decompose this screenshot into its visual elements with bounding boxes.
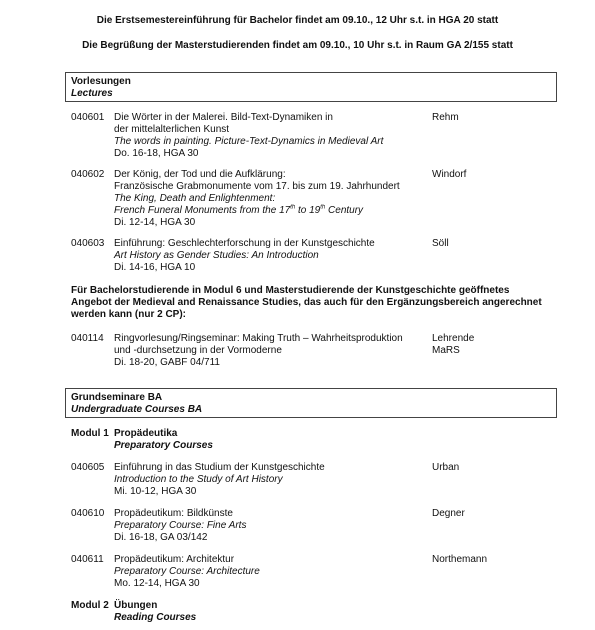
course-title-de-cont: und -durchsetzung in der Vormoderne: [114, 345, 282, 356]
course-number: 040610: [71, 508, 105, 519]
course-lecturer: Söll: [432, 238, 449, 249]
course-number: 040605: [71, 462, 105, 473]
course-time-room: Mo. 12-14, HGA 30: [114, 578, 200, 589]
course-title-en: The words in painting. Picture-Text-Dynamics in Medieval Art: [114, 136, 384, 147]
module-title: Übungen: [114, 600, 158, 611]
lecturer-line: MaRS: [432, 345, 460, 356]
course-title-de-cont: Französische Grabmonumente vom 17. bis zum 19. Jahrhundert: [114, 181, 400, 192]
course-title-en: The King, Death and Enlightenment:: [114, 193, 276, 204]
course-title-de-cont: der mittelalterlichen Kunst: [114, 124, 230, 135]
module-label: Modul 1: [71, 428, 109, 439]
course-number: 040603: [71, 238, 105, 249]
title-fragment: to 19: [295, 205, 321, 216]
section-subtitle: Lectures: [71, 88, 113, 99]
section-title: Grundseminare BA: [71, 392, 163, 403]
course-number: 040611: [71, 554, 104, 565]
course-details: [114, 112, 434, 160]
title-fragment: French Funeral Monuments from the 17: [114, 205, 291, 216]
notice-master-welcome: Die Begrüßung der Masterstudierenden findet am 09.10., 10 Uhr s.t. in Raum GA 2/155 statt: [82, 40, 513, 51]
course-number: 040602: [71, 169, 105, 180]
notice-bachelor-intro: Die Erstsemestereinführung für Bachelor findet am 09.10., 12 Uhr s.t. in HGA 20 statt: [96, 15, 499, 26]
course-details: [114, 554, 434, 590]
mars-note: Für Bachelorstudierende in Modul 6 und Masterstudierende der Kunstgeschichte geöffnetes Angebot der Medieval and Renaissance Studies, das auch für den Ergänzungsbereich angerechnet werden kann (nur 2 CP):: [71, 285, 542, 320]
course-time-room: Mi. 10-12, HGA 30: [114, 486, 197, 497]
section-header-undergraduate: [65, 388, 557, 418]
title-fragment: Century: [325, 205, 364, 216]
course-title-de: Propädeutikum: Architektur: [114, 554, 235, 565]
course-title-en: Preparatory Course: Fine Arts: [114, 520, 247, 531]
course-lecturer: Rehm: [432, 112, 459, 123]
course-title-de: Propädeutikum: Bildkünste: [114, 508, 233, 519]
course-title-en: Preparatory Course: Architecture: [114, 566, 260, 577]
course-lecturer: [432, 333, 474, 357]
course-time-room: Do. 16-18, HGA 30: [114, 148, 199, 159]
course-details: [114, 333, 434, 369]
course-title-de: Der König, der Tod und die Aufklärung:: [114, 169, 286, 180]
course-title-en-cont: [114, 205, 434, 217]
course-number: 040114: [71, 333, 104, 344]
course-lecturer: Northemann: [432, 554, 488, 565]
course-title-de: Einführung: Geschlechterforschung in der Kunstgeschichte: [114, 238, 375, 249]
course-time-room: Di. 18-20, GABF 04/711: [114, 357, 220, 368]
course-details: [114, 462, 434, 498]
course-title-en: Introduction to the Study of Art History: [114, 474, 283, 485]
course-details: [114, 508, 434, 544]
section-header-lectures: [65, 72, 557, 102]
course-details: [114, 169, 434, 229]
course-number: 040601: [71, 112, 105, 123]
course-lecturer: Urban: [432, 462, 460, 473]
section-subtitle: Undergraduate Courses BA: [71, 404, 203, 415]
course-time-room: Di. 12-14, HGA 30: [114, 217, 196, 228]
module-subtitle: Preparatory Courses: [114, 440, 213, 451]
course-title-de: Die Wörter in der Malerei. Bild-Text-Dynamiken in: [114, 112, 333, 123]
course-lecturer: Degner: [432, 508, 465, 519]
course-time-room: Di. 14-16, HGA 10: [114, 262, 196, 273]
module-label: Modul 2: [71, 600, 109, 611]
course-details: [114, 238, 434, 274]
superscript: th: [290, 204, 296, 211]
course-lecturer: Windorf: [432, 169, 467, 180]
section-title: Vorlesungen: [71, 76, 131, 87]
course-title-de: Einführung in das Studium der Kunstgeschichte: [114, 462, 325, 473]
superscript: th: [320, 204, 326, 211]
course-time-room: Di. 16-18, GA 03/142: [114, 532, 208, 543]
course-title-en: Art History as Gender Studies: An Introduction: [114, 250, 319, 261]
module-title: Propädeutika: [114, 428, 178, 439]
course-title-de: Ringvorlesung/Ringseminar: Making Truth – Wahrheitsproduktion: [114, 333, 403, 344]
module-subtitle: Reading Courses: [114, 612, 197, 623]
lecturer-line: Lehrende: [432, 333, 475, 344]
